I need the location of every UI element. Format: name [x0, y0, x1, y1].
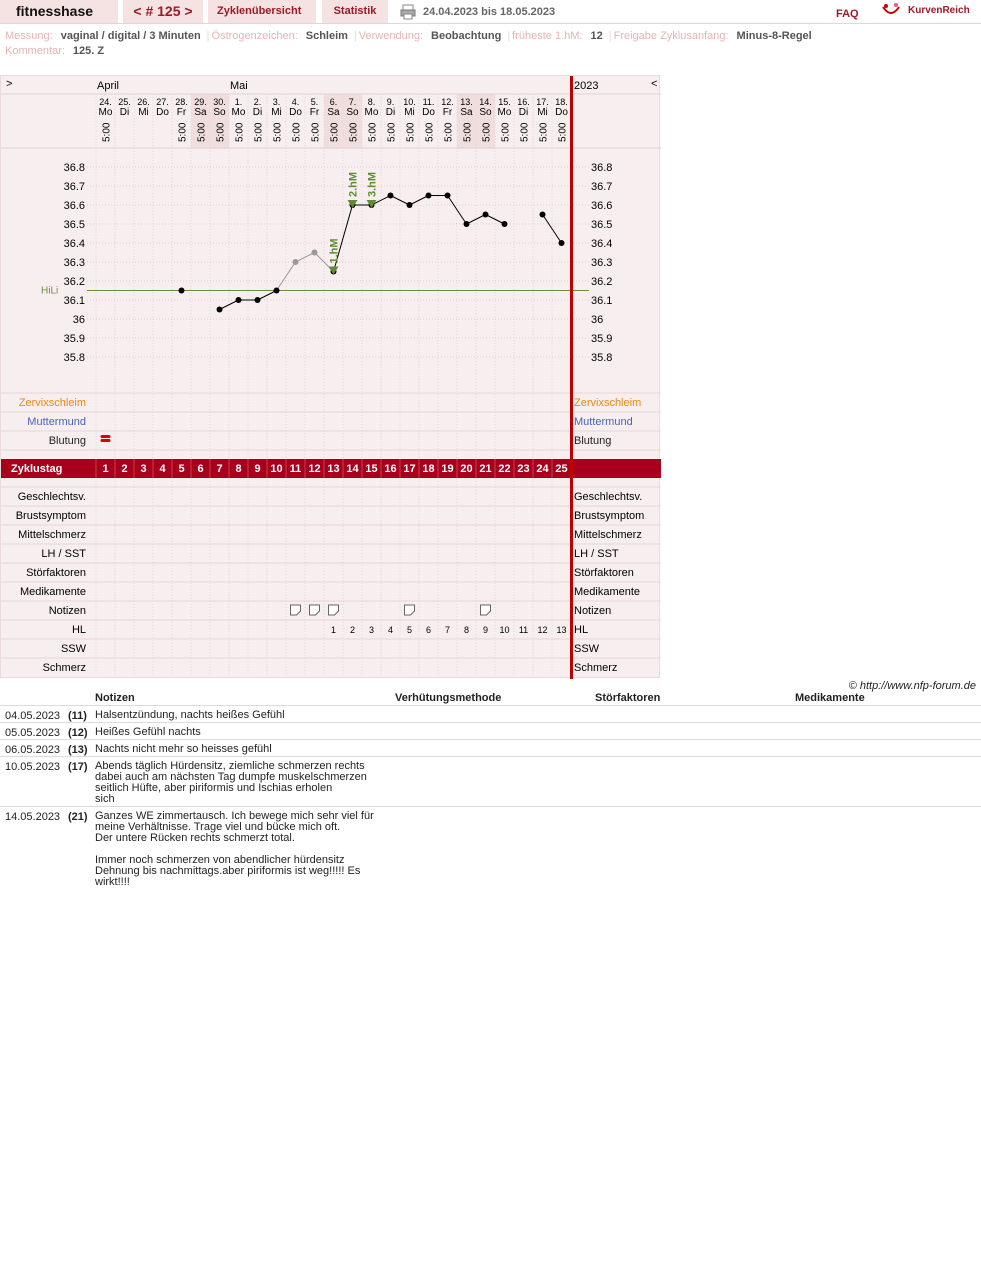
note-text: Ganzes WE zimmertausch. Ich bewege mich sehr viel für meine Verhältnisse. Trage viel und bücke mich oft. Der untere Rücken rechts schmerzt total. Immer noch schmerzen von abendlicher hürdensitz Dehnung bis nachmittags.aber piriformis ist weg!!!!! Es wirkt!!!! [95, 810, 374, 888]
day-weekday: Mo [497, 107, 512, 118]
note-icon[interactable] [405, 605, 415, 615]
day-weekday: Mi [138, 107, 149, 118]
info-label: Östrogenzeichen: [211, 30, 298, 42]
row-label-2: Blutung [48, 435, 86, 447]
measure-time: 5:00 [215, 122, 227, 142]
temp-axis-label: 36 [72, 314, 85, 326]
day-weekday: Mi [271, 107, 282, 118]
measure-time: 5:00 [291, 122, 303, 142]
note-date: 06.05.2023 [5, 744, 61, 756]
notes-row [0, 705, 981, 722]
row-label-right-0: Zervixschleim [574, 397, 642, 409]
temp-curve-segment [467, 215, 486, 225]
temp-point [502, 221, 508, 227]
day-weekday: So [346, 107, 359, 118]
day-weekday: Sa [460, 107, 473, 118]
hl-number: 7 [444, 625, 451, 635]
cycle-day-number: 16 [384, 463, 397, 475]
day-date: 1. [234, 97, 243, 107]
day-weekday: Do [422, 107, 435, 118]
temp-point [179, 288, 185, 294]
note-icon[interactable] [310, 605, 320, 615]
measure-time: 5:00 [519, 122, 531, 142]
temp-axis-label-right: 36.6 [591, 200, 613, 212]
cycle-day-number: 25 [555, 463, 568, 475]
day-date: 13. [460, 97, 473, 107]
row-label-bottom-right: Mittelschmerz [574, 529, 642, 541]
hl-number: 6 [425, 625, 432, 635]
measure-time: 5:00 [253, 122, 265, 142]
temp-axis-label-right: 35.8 [591, 352, 613, 364]
info-separator: | [608, 30, 612, 42]
day-weekday: So [213, 107, 226, 118]
month-label: April [97, 80, 120, 92]
info-value: Beobachtung [431, 30, 502, 42]
day-date: 15. [498, 97, 511, 107]
cycle-number: # 125 [145, 3, 181, 19]
day-weekday: Di [119, 107, 130, 118]
measure-time: 5:00 [329, 122, 341, 142]
day-weekday: Fr [176, 107, 187, 118]
temp-axis-label: 36.2 [63, 276, 85, 288]
info-value: Minus-8-Regel [736, 30, 812, 42]
temp-axis-label-right: 36 [591, 314, 604, 326]
info-value: Schleim [305, 30, 348, 42]
note-date: 04.05.2023 [5, 710, 61, 722]
info-value: 12 [590, 30, 603, 42]
info-value: 125. Z [72, 45, 105, 57]
bleeding-icon [101, 435, 111, 438]
hl-number: 2 [349, 625, 356, 635]
day-date: 16. [517, 97, 530, 107]
row-label-bottom: SSW [60, 643, 86, 655]
hl-number: 5 [406, 625, 413, 635]
row-label-bottom: Notizen [48, 605, 86, 617]
row-label-0: Zervixschleim [18, 397, 86, 409]
day-date: 18. [555, 97, 568, 107]
row-label-bottom: Brustsymptom [15, 510, 86, 522]
day-date: 28. [175, 97, 188, 107]
note-cycle-day: (13) [68, 744, 88, 756]
temp-axis-label-right: 36.4 [591, 238, 613, 250]
notes-header: Störfaktoren [595, 692, 661, 704]
day-weekday: Di [252, 107, 263, 118]
temp-point [483, 212, 489, 218]
temp-point [388, 193, 394, 199]
nav-forward-button[interactable]: < [651, 78, 658, 90]
day-weekday: Mo [231, 107, 246, 118]
measure-time: 5:00 [272, 122, 284, 142]
temp-axis-label: 36.7 [63, 181, 85, 193]
day-date: 5. [310, 97, 319, 107]
measure-time: 5:00 [234, 122, 246, 142]
day-weekday: Do [555, 107, 568, 118]
temp-axis-label: 36.6 [63, 200, 85, 212]
nav-back-button[interactable]: > [6, 78, 13, 90]
note-text: Heißes Gefühl nachts [95, 726, 201, 738]
notes-row [0, 756, 981, 806]
cycle-day-number: 23 [517, 463, 530, 475]
row-label-bottom: LH / SST [41, 548, 86, 560]
day-date: 8. [367, 97, 376, 107]
day-date: 6. [329, 97, 338, 107]
day-date: 14. [479, 97, 492, 107]
note-date: 10.05.2023 [5, 761, 61, 773]
hl-number: 1 [330, 625, 337, 635]
temp-point [236, 297, 242, 303]
temp-axis-label-right: 36.8 [591, 162, 613, 174]
cycle-day-number: 9 [254, 463, 261, 475]
note-cycle-day: (17) [68, 761, 88, 773]
day-date: 11. [422, 97, 435, 107]
temp-curve-segment [486, 215, 505, 225]
measure-time: 5:00 [101, 122, 113, 142]
measure-time: 5:00 [557, 122, 569, 142]
row-label-bottom: Mittelschmerz [18, 529, 86, 541]
temp-point [426, 193, 432, 199]
temp-point [255, 297, 261, 303]
day-date: 9. [386, 97, 395, 107]
measure-time: 5:00 [424, 122, 436, 142]
cycle-day-number: 11 [289, 463, 302, 475]
hm-marker [329, 267, 339, 275]
cycle-day-number: 13 [327, 463, 340, 475]
row-label-bottom-right: Geschlechtsv. [574, 491, 643, 503]
measure-time: 5:00 [443, 122, 455, 142]
notes-header: Notizen [95, 692, 135, 704]
measure-time: 5:00 [462, 122, 474, 142]
row-label-bottom-right: Medikamente [574, 586, 641, 598]
note-icon[interactable] [291, 605, 301, 615]
cycle-day-number: 1 [102, 463, 109, 475]
day-date: 12. [441, 97, 454, 107]
temp-axis-label-right: 36.5 [591, 219, 613, 231]
day-date: 10. [403, 97, 416, 107]
hl-number: 4 [387, 625, 394, 635]
tab-zyklenuebersicht[interactable]: Zyklenübersicht [208, 0, 316, 23]
note-icon[interactable] [329, 605, 339, 615]
temp-point [217, 307, 223, 313]
cycle-day-number: 12 [308, 463, 321, 475]
temp-point [312, 250, 318, 256]
faq-link[interactable]: FAQ [836, 8, 859, 20]
row-label-bottom-right: Störfaktoren [574, 567, 634, 579]
row-label-bottom-right: Schmerz [574, 662, 618, 674]
day-weekday: Fr [442, 107, 453, 118]
info-row-2 [5, 45, 108, 57]
temp-axis-label-right: 36.7 [591, 181, 613, 193]
info-row-1 [5, 30, 816, 42]
day-weekday: Di [385, 107, 396, 118]
temp-axis-label-right: 36.2 [591, 276, 613, 288]
day-weekday: Mo [98, 107, 113, 118]
notes-row [0, 722, 981, 739]
day-date: 7. [348, 97, 357, 107]
day-weekday: So [479, 107, 492, 118]
row-label-bottom: Medikamente [19, 586, 86, 598]
temp-point [464, 221, 470, 227]
day-date: 4. [291, 97, 300, 107]
cycle-day-number: 5 [178, 463, 185, 475]
tab-statistik[interactable]: Statistik [322, 0, 388, 23]
hl-number: 12 [537, 625, 548, 635]
cycle-day-number: 14 [346, 463, 359, 475]
year-label: 2023 [574, 80, 599, 92]
copyright: © http://www.nfp-forum.de [848, 680, 976, 692]
bleeding-icon [101, 439, 111, 442]
row-label-right-1: Muttermund [574, 416, 633, 428]
measure-time: 5:00 [310, 122, 322, 142]
row-label-1: Muttermund [27, 416, 86, 428]
date-range: 24.04.2023 bis 18.05.2023 [423, 6, 556, 18]
cycle-day-number: 7 [216, 463, 223, 475]
cycle-day-number: 2 [121, 463, 128, 475]
info-label: Kommentar: [5, 45, 65, 57]
hm-marker-label: 3.hM [366, 171, 379, 197]
row-label-bottom: Schmerz [42, 662, 86, 674]
measure-time: 5:00 [481, 122, 493, 142]
temp-axis-label-right: 35.9 [591, 333, 613, 345]
next-cycle-button[interactable]: > [184, 3, 193, 19]
cycle-day-number: 19 [441, 463, 454, 475]
temp-point [274, 288, 280, 294]
day-weekday: Di [518, 107, 529, 118]
hl-number: 13 [556, 625, 567, 635]
day-date: 25. [118, 97, 131, 107]
cycle-chart [0, 75, 660, 678]
row-label-bottom-right: HL [574, 624, 589, 636]
row-label-bottom-right: LH / SST [574, 548, 619, 560]
month-label: Mai [230, 80, 248, 92]
info-label: Messung: [5, 30, 53, 42]
row-label-bottom: Störfaktoren [26, 567, 86, 579]
cycle-day-number: 3 [140, 463, 147, 475]
day-date: 27. [156, 97, 169, 107]
hm-marker [367, 200, 377, 208]
row-label-bottom-right: SSW [574, 643, 600, 655]
info-separator: | [507, 30, 511, 42]
temp-axis-label: 36.5 [63, 219, 85, 231]
temp-point [293, 259, 299, 265]
info-label: früheste 1.hM: [512, 30, 583, 42]
temp-axis-label: 35.9 [63, 333, 85, 345]
hl-number: 9 [482, 625, 489, 635]
brand-name[interactable]: KurvenReich [908, 5, 970, 16]
temp-point [559, 240, 565, 246]
temp-axis-label: 35.8 [63, 352, 85, 364]
day-weekday: Sa [327, 107, 340, 118]
measure-time: 5:00 [405, 122, 417, 142]
username[interactable]: fitnesshase [0, 0, 118, 23]
note-text: Halsentzündung, nachts heißes Gefühl [95, 709, 285, 721]
cycle-day-number: 18 [422, 463, 435, 475]
temp-point [445, 193, 451, 199]
info-label: Verwendung: [358, 30, 424, 42]
temp-axis-label-right: 36.3 [591, 257, 613, 269]
temp-axis-label-right: 36.1 [591, 295, 613, 307]
measure-time: 5:00 [538, 122, 550, 142]
day-date: 17. [536, 97, 549, 107]
cycle-day-number: 15 [365, 463, 378, 475]
hl-number: 11 [518, 625, 529, 635]
day-date: 2. [253, 97, 262, 107]
notes-header: Medikamente [795, 692, 865, 704]
temp-point [540, 212, 546, 218]
notes-row [0, 739, 981, 756]
prev-cycle-button[interactable]: < [133, 3, 142, 19]
info-separator: | [206, 30, 210, 42]
note-cycle-day: (21) [68, 811, 88, 823]
day-weekday: Do [156, 107, 169, 118]
notes-row [0, 806, 981, 889]
day-weekday: Mo [364, 107, 379, 118]
temp-point [407, 202, 413, 208]
cycle-day-number: 8 [235, 463, 242, 475]
row-label-bottom: HL [71, 624, 86, 636]
top-bar [0, 0, 981, 24]
day-date: 24. [99, 97, 112, 107]
cycle-day-number: 17 [403, 463, 416, 475]
zyklustag-label: Zyklustag [11, 463, 63, 475]
measure-time: 5:00 [367, 122, 379, 142]
note-text: Abends täglich Hürdensitz, ziemliche schmerzen rechts dabei auch am nächsten Tag dumpfe muskelschmerzen seitlich Hüfte, aber piriformis und Ischias erholen sich [95, 760, 367, 805]
day-date: 3. [272, 97, 281, 107]
hili-label: HiLi [41, 285, 59, 297]
hm-marker-label: 1.hM [328, 238, 341, 264]
note-cycle-day: (12) [68, 727, 88, 739]
row-label-bottom-right: Notizen [574, 605, 612, 617]
day-weekday: Fr [309, 107, 320, 118]
day-weekday: Mi [537, 107, 548, 118]
measure-time: 5:00 [386, 122, 398, 142]
measure-time: 5:00 [196, 122, 208, 142]
info-value: vaginal / digital / 3 Minuten [60, 30, 201, 42]
cycle-day-number: 6 [197, 463, 204, 475]
measure-time: 5:00 [177, 122, 189, 142]
row-label-bottom: Geschlechtsv. [17, 491, 86, 503]
temp-axis-label: 36.3 [63, 257, 85, 269]
row-label-right-2: Blutung [574, 435, 612, 447]
note-cycle-day: (11) [68, 710, 87, 722]
day-date: 30. [213, 97, 226, 107]
note-text: Nachts nicht mehr so heisses gefühl [95, 743, 272, 755]
measure-time: 5:00 [348, 122, 360, 142]
day-weekday: Do [289, 107, 302, 118]
measure-time: 5:00 [500, 122, 512, 142]
cycle-day-number: 21 [479, 463, 492, 475]
hm-marker-label: 2.hM [347, 171, 360, 197]
note-date: 14.05.2023 [5, 811, 61, 823]
hm-marker [348, 200, 358, 208]
cycle-day-number: 4 [159, 463, 166, 475]
day-weekday: Mi [404, 107, 415, 118]
chart-canvas [1, 76, 661, 679]
today-line [570, 76, 573, 679]
day-date: 26. [137, 97, 150, 107]
temp-axis-label: 36.4 [63, 238, 85, 250]
note-icon[interactable] [481, 605, 491, 615]
temp-axis-label: 36.1 [63, 295, 85, 307]
cycle-nav [123, 0, 203, 23]
cycle-day-number: 22 [498, 463, 511, 475]
notes-header: Verhütungsmethode [395, 692, 502, 704]
kurvenreich-logo-icon[interactable] [881, 1, 901, 19]
day-weekday: Sa [194, 107, 207, 118]
hl-number: 8 [463, 625, 470, 635]
cycle-day-number: 10 [270, 463, 283, 475]
note-date: 05.05.2023 [5, 727, 61, 739]
hl-number: 3 [368, 625, 375, 635]
cycle-day-number: 24 [536, 463, 549, 475]
info-label: Freigabe Zyklusanfang: [613, 30, 729, 42]
info-separator: | [353, 30, 357, 42]
cycle-day-number: 20 [460, 463, 473, 475]
printer-icon[interactable] [400, 4, 416, 20]
hl-number: 10 [499, 625, 510, 635]
row-label-bottom-right: Brustsymptom [574, 510, 645, 522]
temp-axis-label: 36.8 [63, 162, 85, 174]
day-date: 29. [194, 97, 207, 107]
